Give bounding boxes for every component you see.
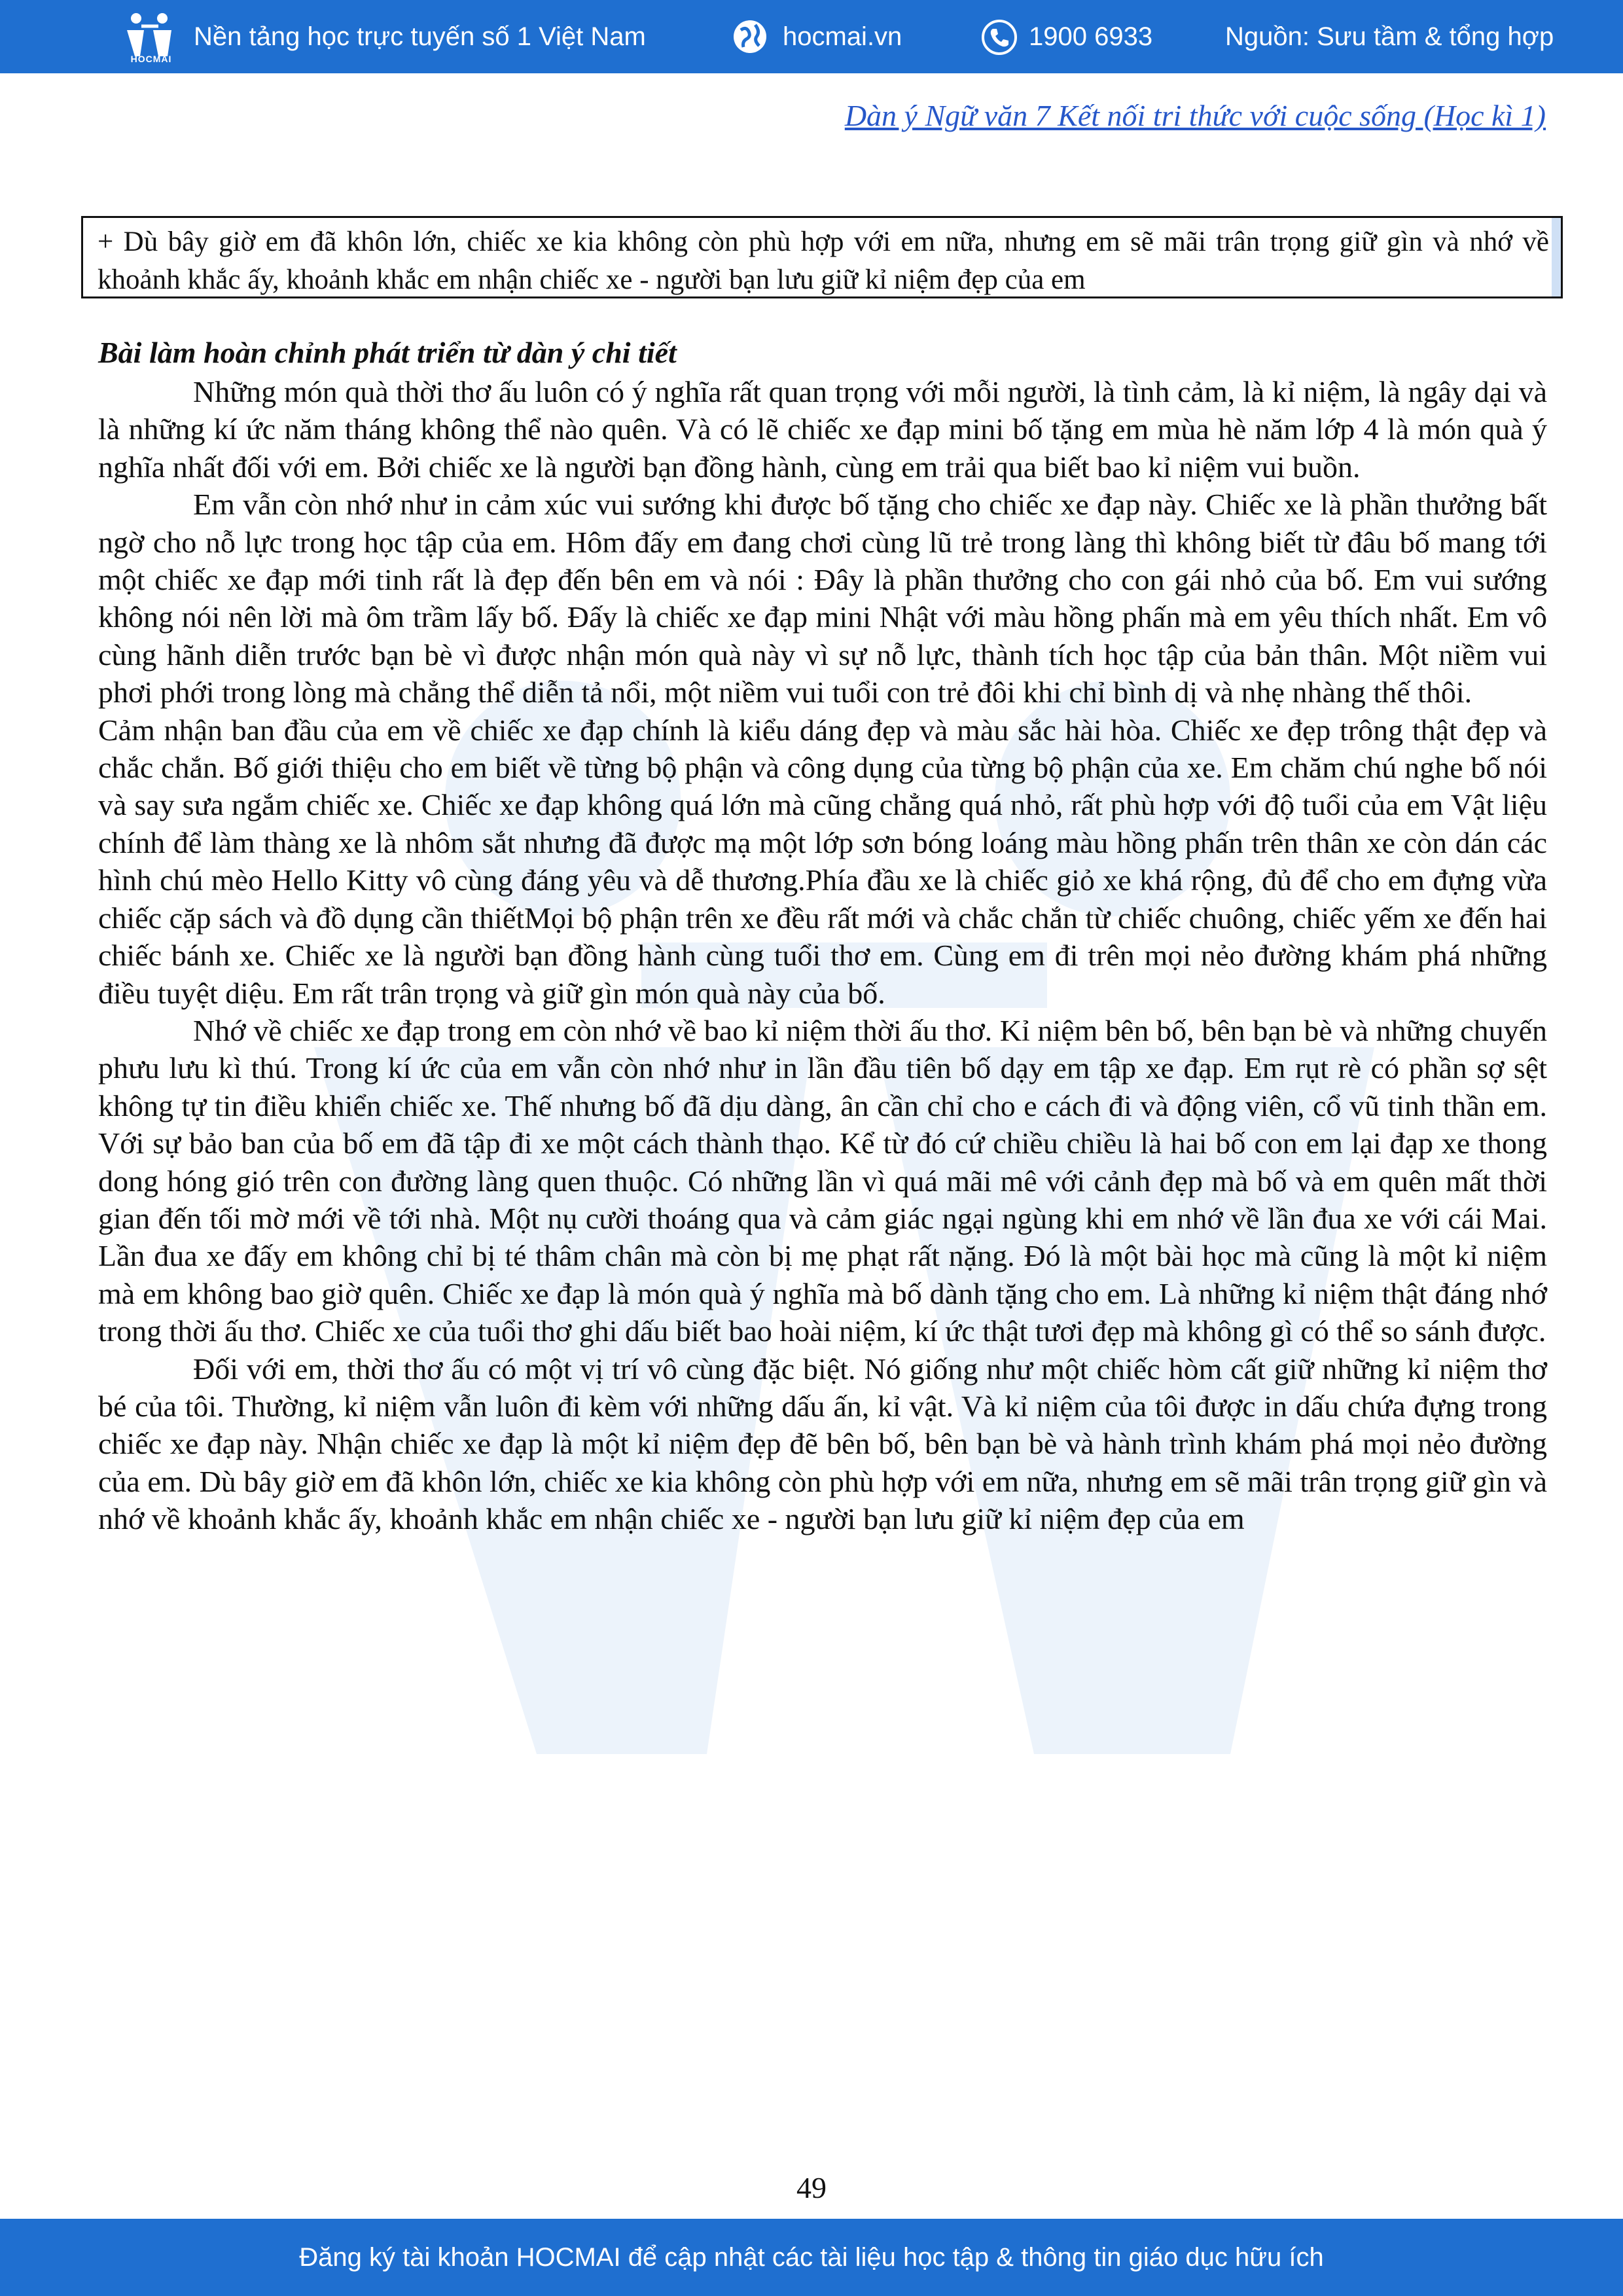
header-source: Nguồn: Sưu tầm & tổng hợp bbox=[1225, 22, 1554, 51]
header-website-link[interactable]: hocmai.vn bbox=[783, 22, 902, 51]
footer-banner[interactable] bbox=[0, 2219, 1623, 2296]
outline-note-text: + Dù bây giờ em đã khôn lớn, chiếc xe kia không còn phù hợp với em nữa, nhưng em sẽ mãi trân trọng giữ gìn và nhớ về khoảnh khắc ấy, khoảnh khắc em nhận chiếc xe - người bạn lưu giữ kỉ niệm đẹp của em bbox=[98, 226, 1549, 295]
header-phone[interactable]: 1900 6933 bbox=[1029, 22, 1153, 51]
paragraph: Cảm nhận ban đầu của em về chiếc xe đạp chính là kiểu dáng đẹp và màu sắc hài hòa. Chiếc xe đẹp trông thật đẹp và chắc chắn. Bố giới thiệu cho em biết về từng bộ phận và công dụng của từng bộ phận của xe. Em chăm chú nghe bố nói và say sưa ngắm chiếc xe. Chiếc xe đạp không quá lớn mà cũng chẳng quá nhỏ, rất phù hợp với độ tuổi của em Vật liệu chính để làm thàng xe là nhôm sắt nhưng đã được mạ một lớp sơn bóng loáng màu hồng phấn trên thân xe còn dán các hình chú mèo Hello Kitty vô cùng đáng yêu và dễ thương.Phía đầu xe là chiếc giỏ xe khá rộng, đủ để cho em đựng vừa chiếc cặp sách và đồ dụng cần thiếtMọi bộ phận trên xe đều rất mới và chắc chắn từ chiếc chuông, chiếc yếm xe đến hai chiếc bánh xe. Chiếc xe là người bạn đồng hành cùng tuổi thơ em. Cùng em đi trên mọi nẻo đường khám phá những điều tuyệt diệu. Em rất trân trọng và giữ gìn món quà này của bố. bbox=[98, 713, 1547, 1010]
note-box-side-shade bbox=[1552, 218, 1561, 296]
paragraph: Đối với em, thời thơ ấu có một vị trí vô cùng đặc biệt. Nó giống như một chiếc hòm cất giữ những kỉ niệm thơ bé của tôi. Thường, kỉ niệm vẫn luôn đi kèm với những dấu ấn, kỉ vật. Và kỉ niệm của tôi được in dấu chứa đựng trong chiếc xe đạp này. Nhận chiếc xe đạp là một kỉ niệm đẹp đẽ bên bố, bên bạn bè và hành trình khám phá mọi nẻo đường của em. Dù bây giờ em đã khôn lớn, chiếc xe kia không còn phù hợp với em nữa, nhưng em sẽ mãi trân trọng giữ gìn và nhớ về khoảnh khắc ấy, khoảnh khắc em nhận chiếc xe - người bạn lưu giữ kỉ niệm đẹp của em bbox=[98, 1352, 1547, 1536]
paragraph: Những món quà thời thơ ấu luôn có ý nghĩa rất quan trọng với mỗi người, là tình cảm, là kỉ niệm, là ngây dại và là những kí ức năm tháng không thể nào quên. Và có lẽ chiếc xe đạp mini bố tặng em mùa hè năm lớp 4 là món quà ý nghĩa nhất đối với em. Bởi chiếc xe là người bạn đồng hành, cùng em trải qua biết bao kỉ niệm vui buồn. bbox=[98, 375, 1547, 484]
globe-icon bbox=[732, 18, 768, 55]
paragraph: Nhớ về chiếc xe đạp trong em còn nhớ về bao kỉ niệm thời ấu thơ. Kỉ niệm bên bố, bên bạn bè và những chuyến phưu lưu kì thú. Trong kí ức của em vẫn còn nhớ như in lần đầu tiên bố dạy em tập xe đạp. Em rụt rè có phần sợ sệt không tự tin điều khiển chiếc xe. Thế nhưng bố đã dịu dàng, ân cần chỉ cho e cách đi và động viên, cổ vũ tinh thần em. Với sự bảo ban của bố em đã tập đi xe một cách thành thạo. Kể từ đó cứ chiều chiều là hai bố con em lại đạp xe thong dong hóng gió trên con đường làng quen thuộc. Có những lần vì quá mãi mê với cảnh đẹp mà bố và em quên mất thời gian đến tối mờ mới về tới nhà. Một nụ cười thoáng qua và cảm giác ngại ngùng khi em nhớ về lần đua xe với cái Mai. Lần đua xe đấy em không chỉ bị té thâm chân mà còn bị mẹ phạt rất nặng. Đó là một bài học mà cũng là một kỉ niệm mà em không bao giờ quên. Chiếc xe đạp là món quà ý nghĩa mà bố dành tặng cho em. Là những kỉ niệm thật đáng nhớ trong thời ấu thơ. Chiếc xe của tuổi thơ ghi dấu biết bao hoài niệm, kí ức thật tươi đẹp mà không gì có thể so sánh được. bbox=[98, 1013, 1547, 1348]
page-number: 49 bbox=[796, 2171, 827, 2204]
phone-icon bbox=[980, 18, 1018, 56]
top-header-bar bbox=[0, 0, 1623, 73]
logo-text: HOCMAI bbox=[130, 54, 172, 64]
section-heading: Bài làm hoàn chỉnh phát triển từ dàn ý chi tiết bbox=[98, 336, 677, 369]
document-title-link[interactable]: Dàn ý Ngữ văn 7 Kết nối tri thức với cuộc sống (Học kì 1) bbox=[844, 99, 1546, 132]
outline-note-box bbox=[81, 216, 1563, 298]
essay-body bbox=[98, 373, 1547, 1538]
footer-text[interactable]: Đăng ký tài khoản HOCMAI để cập nhật các tài liệu học tập & thông tin giáo dục hữu ích bbox=[299, 2243, 1324, 2272]
header-tagline: Nền tảng học trực tuyến số 1 Việt Nam bbox=[194, 22, 646, 51]
paragraph: Em vẫn còn nhớ như in cảm xúc vui sướng khi được bố tặng cho chiếc xe đạp này. Chiếc xe là phần thưởng bất ngờ cho nỗ lực trong học tập của em. Hôm đấy em đang chơi cùng lũ trẻ trong làng thì không biết từ đâu bố mang tới một chiếc xe đạp mới tinh rất là đẹp đến bên em và nói : Đây là phần thưởng cho con gái nhỏ của bố. Em vui sướng không nói nên lời mà ôm trầm lấy bố. Đấy là chiếc xe đạp mini Nhật với màu hồng phấn mà em yêu thích nhất. Em vô cùng hãnh diễn trước bạn bè vì được nhận món quà này vì sự nỗ lực, thành tích học tập của bản thân. Một niềm vui phơi phới trong lòng mà chẳng thể diễn tả nổi, một niềm vui tuổi con trẻ đôi khi chỉ bình dị và nhẹ nhàng thế thôi. bbox=[98, 488, 1547, 709]
